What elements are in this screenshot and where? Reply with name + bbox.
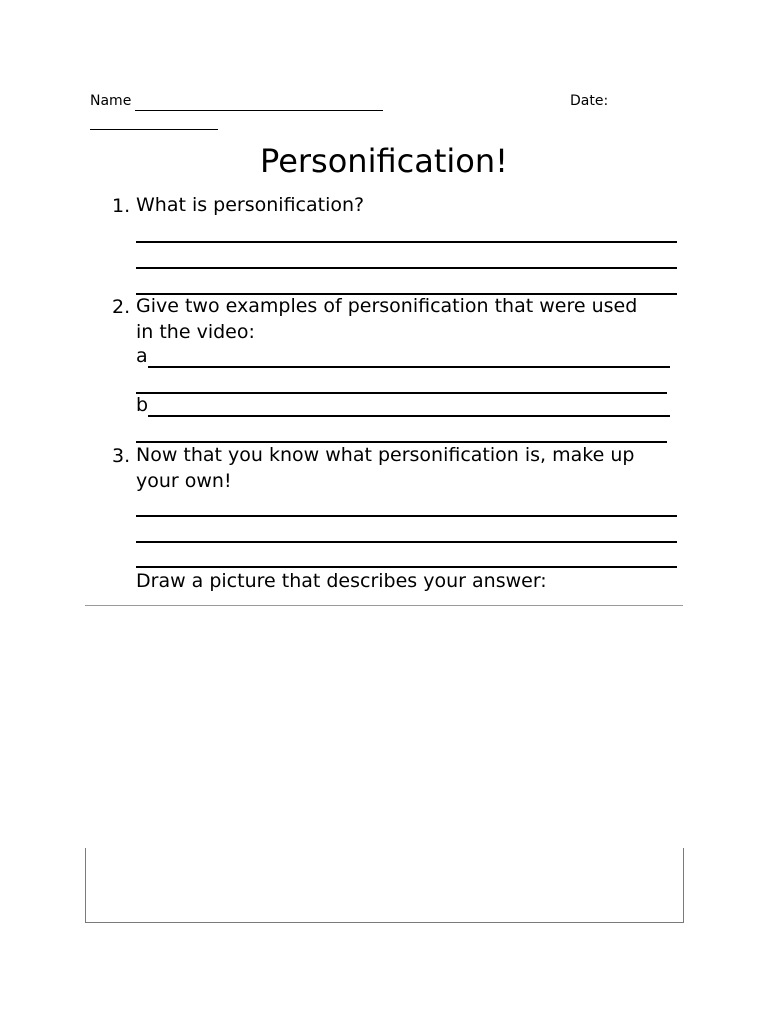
option-a-answer-line-2[interactable] bbox=[136, 392, 667, 394]
option-b-answer-line-1[interactable] bbox=[148, 415, 670, 417]
option-b-label: b bbox=[136, 394, 149, 416]
drawing-area-top-divider bbox=[85, 605, 683, 606]
option-a-label: a bbox=[136, 345, 148, 367]
question-3-text-line-2: your own! bbox=[136, 470, 232, 492]
drawing-area-box[interactable] bbox=[85, 848, 684, 923]
name-field-line[interactable] bbox=[135, 110, 383, 111]
question-1-answer-line-2[interactable] bbox=[136, 267, 677, 269]
question-2-text-line-1: Give two examples of personification that were used bbox=[136, 295, 638, 317]
question-1-text: What is personification? bbox=[136, 194, 365, 216]
question-2-number: 2. bbox=[112, 296, 131, 318]
date-label: Date: bbox=[570, 93, 609, 109]
question-1-answer-line-1[interactable] bbox=[136, 241, 677, 243]
date-field-line[interactable] bbox=[90, 129, 218, 130]
question-3-number: 3. bbox=[112, 445, 131, 467]
question-3-answer-line-1[interactable] bbox=[136, 515, 677, 517]
question-3-answer-line-3[interactable] bbox=[136, 566, 677, 568]
question-3-text-line-1: Now that you know what personification is, make up bbox=[136, 444, 635, 466]
question-1-number: 1. bbox=[112, 195, 131, 217]
question-2-text-line-2: in the video: bbox=[136, 321, 255, 343]
page-title: Personification! bbox=[260, 142, 508, 180]
draw-prompt: Draw a picture that describes your answer: bbox=[136, 570, 547, 592]
question-3-answer-line-2[interactable] bbox=[136, 541, 677, 543]
option-a-answer-line-1[interactable] bbox=[148, 366, 670, 368]
name-label: Name bbox=[90, 93, 132, 109]
